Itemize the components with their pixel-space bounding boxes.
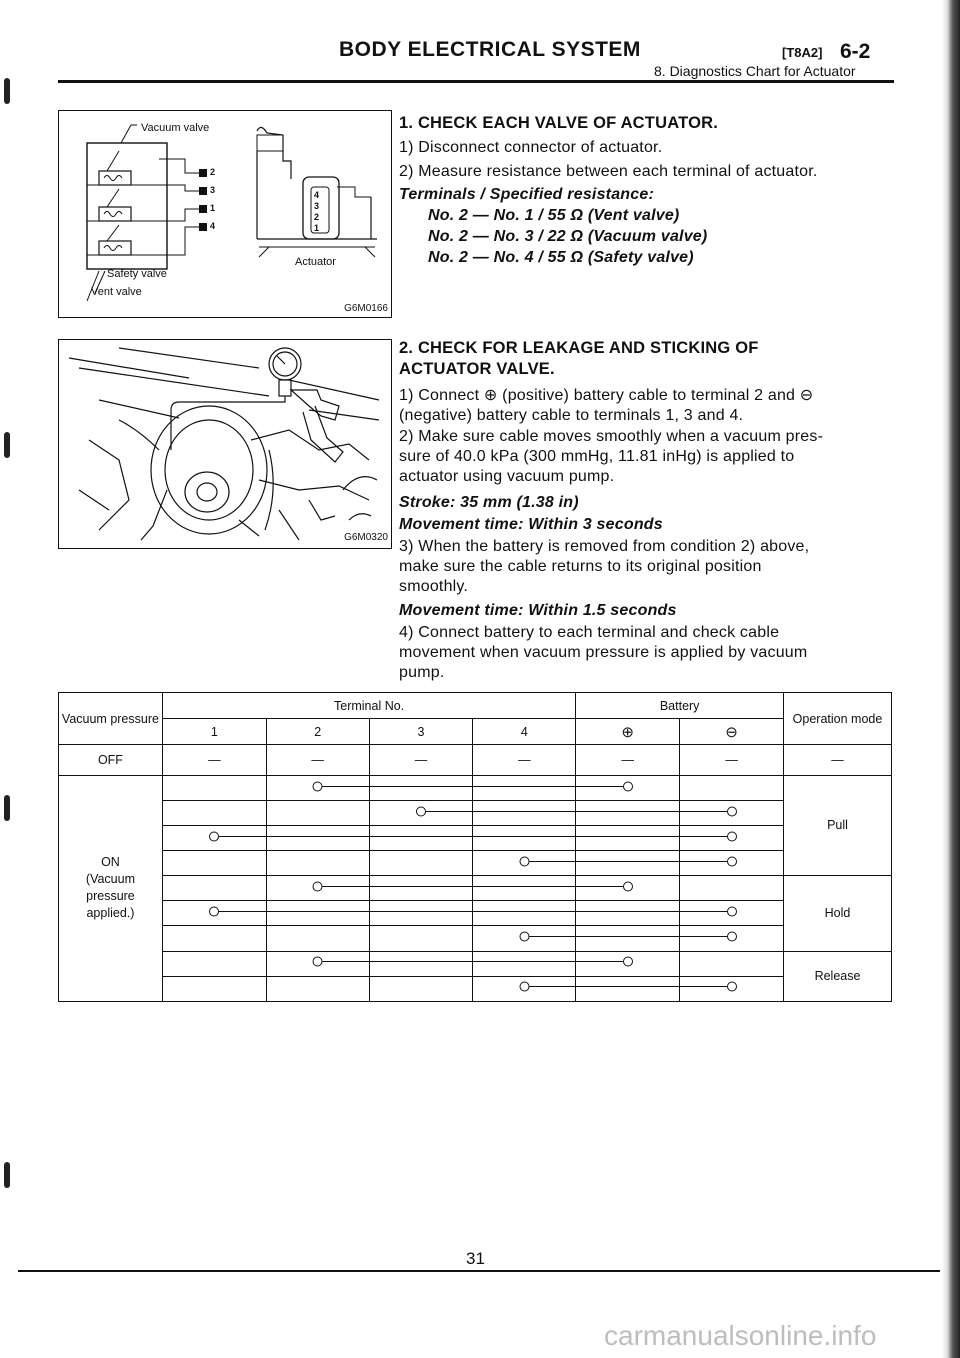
section-2-title-line: 2. CHECK FOR LEAKAGE AND STICKING OF (399, 339, 759, 357)
mode-hold: Hold (784, 876, 892, 951)
terminal-label: 2 (210, 167, 216, 177)
section-1-spec: No. 2 — No. 4 / 55 Ω (Safety valve) (428, 249, 694, 266)
section-1-spec-title: Terminals / Specified resistance: (399, 186, 654, 203)
diagnostics-table (58, 692, 892, 1002)
section-2-paragraph-line: sure of 40.0 kPa (300 mmHg, 11.81 inHg) is applied to (399, 448, 795, 465)
vent-valve-label: Vent valve (91, 286, 142, 298)
terminal-col-header: 4 (473, 719, 576, 745)
binder-hole (4, 1162, 10, 1188)
off-row-label: OFF (59, 745, 163, 775)
off-dash: — (266, 745, 369, 775)
section-2-paragraph-line: movement when vacuum pressure is applied by vacuum (399, 644, 808, 661)
battery-negative-header: ⊖ (680, 719, 784, 745)
connector-pin: 1 (314, 223, 320, 233)
section-2-title-line: ACTUATOR VALVE. (399, 360, 555, 378)
mode-pull: Pull (784, 775, 892, 876)
battery-positive-header: ⊕ (576, 719, 680, 745)
battery-header: Battery (576, 693, 784, 719)
connector-pin: 4 (314, 190, 320, 200)
section-2-paragraph-line: (negative) battery cable to terminals 1, 3 and 4. (399, 407, 744, 424)
header-code: [T8A2] (782, 45, 823, 60)
section-2-paragraph-line: 1) Connect ⊕ (positive) battery cable to terminal 2 and ⊖ (399, 387, 814, 404)
actuator-label: Actuator (295, 256, 336, 268)
off-dash: — (369, 745, 473, 775)
section-1-spec: No. 2 — No. 1 / 55 Ω (Vent valve) (428, 207, 680, 224)
terminal-no-header: Terminal No. (162, 693, 575, 719)
terminal-col-header: 1 (162, 719, 266, 745)
terminal-label: 3 (210, 185, 216, 195)
terminal-col-header: 3 (369, 719, 473, 745)
section-2-paragraph-line: 3) When the battery is removed from condition 2) above, (399, 538, 810, 555)
terminal-label: 4 (210, 221, 216, 231)
section-2-paragraph-line: make sure the cable returns to its original position (399, 558, 762, 575)
actuator-schematic-figure (58, 110, 392, 318)
page-number: 31 (466, 1249, 485, 1268)
section-2-paragraph-line: pump. (399, 664, 445, 681)
off-dash: — (680, 745, 784, 775)
section-1-spec: No. 2 — No. 3 / 22 Ω (Vacuum valve) (428, 228, 708, 245)
section-2-paragraph-line: 4) Connect battery to each terminal and check cable (399, 624, 780, 641)
vacuum-pressure-header: Vacuum pressure (59, 693, 163, 745)
footer-rule (18, 1270, 940, 1272)
watermark: carmanualsonline.info (604, 1320, 877, 1351)
header-title: BODY ELECTRICAL SYSTEM (339, 38, 641, 61)
header-page-ref: 6-2 (840, 40, 871, 63)
page-header (0, 0, 940, 90)
section-2-paragraph-line: 2) Make sure cable moves smoothly when a vacuum pres- (399, 428, 824, 445)
terminal-col-header: 2 (266, 719, 369, 745)
off-dash: — (784, 745, 892, 775)
operation-mode-header: Operation mode (784, 693, 892, 745)
off-dash: — (162, 745, 266, 775)
section-1-step-2: 2) Measure resistance between each terminal of actuator. (399, 163, 818, 180)
safety-valve-label: Safety valve (107, 268, 167, 280)
figure-code: G6M0166 (344, 303, 388, 314)
section-2-spec: Movement time: Within 3 seconds (399, 516, 663, 533)
vacuum-valve-label: Vacuum valve (141, 122, 210, 134)
on-row-label: ON (Vacuum pressure applied.) (59, 775, 163, 1002)
section-2-spec: Movement time: Within 1.5 seconds (399, 602, 677, 619)
figure-code: G6M0320 (344, 532, 388, 543)
mode-release: Release (784, 951, 892, 1001)
vacuum-pump-test-figure (58, 339, 392, 549)
section-2-paragraph-line: actuator using vacuum pump. (399, 468, 615, 485)
scan-edge (942, 0, 960, 1358)
section-2-spec: Stroke: 35 mm (1.38 in) (399, 494, 579, 511)
section-2-paragraph-line: smoothly. (399, 578, 469, 595)
binder-hole (4, 795, 10, 821)
off-dash: — (473, 745, 576, 775)
vacuum-pump-illustration (59, 340, 391, 548)
terminal-label: 1 (210, 203, 216, 213)
connector-pin: 3 (314, 201, 320, 211)
binder-hole (4, 432, 10, 458)
header-subtitle: 8. Diagnostics Chart for Actuator (654, 63, 856, 79)
section-1-step-1: 1) Disconnect connector of actuator. (399, 139, 663, 156)
off-dash: — (576, 745, 680, 775)
section-1-title: 1. CHECK EACH VALVE OF ACTUATOR. (399, 114, 718, 132)
connector-pin: 2 (314, 212, 320, 222)
header-rule (58, 80, 894, 83)
